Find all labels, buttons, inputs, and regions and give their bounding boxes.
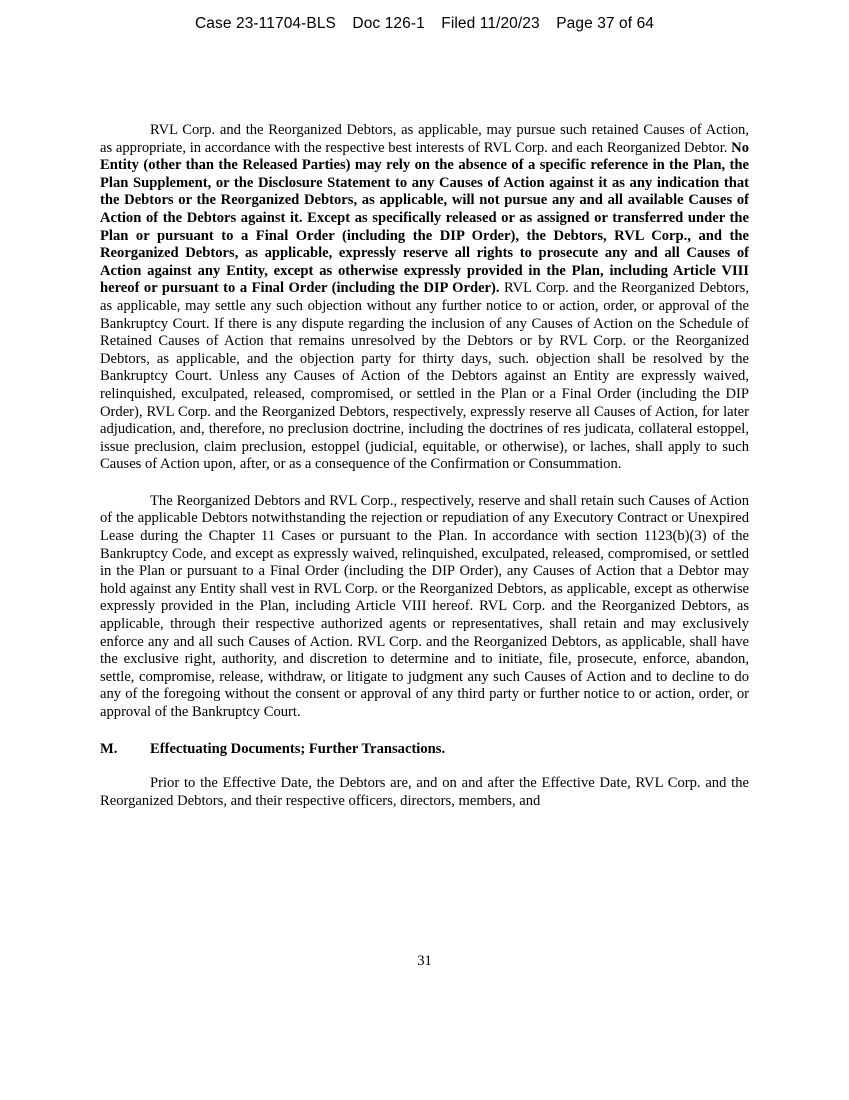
doc-number: Doc 126-1 xyxy=(352,15,425,32)
paragraph-text: RVL Corp. and the Reorganized Debtors, as applicable, may settle any such objection without any further notice to or action, order, or approval of the Bankruptcy Court. If there is any dispute regarding the inclusion of any Causes of Action on the Schedule of Retained Causes of Action that remains unresolved by the Debtors or by RVL Corp. or the Reorganized Debtors, as applicable, and the objection party for thirty days, such. objection shall be resolved by the Bankruptcy Court. Unless any Causes of Action of the Debtors against an Entity are expressly waived, relinquished, exculpated, released, compromised, or settled in the Plan or a Final Order (including the DIP Order), RVL Corp. and the Reorganized Debtors, respectively, expressly reserve all Causes of Action, for later adjudication, and, therefore, no preclusion doctrine, including the doctrines of res judicata, collateral estoppel, issue preclusion, claim preclusion, estoppel (judicial, equitable, or otherwise), or laches, shall apply to such Causes of Action upon, after, or as a consequence of the Confirmation or Consummation. xyxy=(100,280,749,473)
page-number: 31 xyxy=(417,953,432,969)
section-heading xyxy=(100,741,749,759)
section-title: Effectuating Documents; Further Transactions. xyxy=(150,740,446,757)
paragraph-reservation-of-causes xyxy=(100,493,749,722)
section-number: M. xyxy=(100,740,118,757)
case-number: Case 23-11704-BLS xyxy=(194,15,336,32)
bold-reservation-text: No Entity (other than the Released Parties) may rely on the absence of a specific reference in the Plan, the Plan Supplement, or the Disclosure Statement to any Causes of Action against it as any indication that the Debtors or the Reorganized Debtors, as applicable, will not pursue any and all available Causes of Action of the Debtors against it. Except as specifically released or as assigned or transferred under the Plan or pursuant to a Final Order (including the DIP Order), the Debtors, RVL Corp., and the Reorganized Debtors, as applicable, expressly reserve all rights to prosecute any and all Causes of Action against any Entity, except as otherwise expressly provided in the Plan, including Article VIII hereof or pursuant to a Final Order (including the DIP Order). xyxy=(100,139,749,297)
paragraph-retained-causes xyxy=(100,122,749,474)
paragraph-text: The Reorganized Debtors and RVL Corp., respectively, reserve and shall retain such Causes of Action of the applicable Debtors notwithstanding the rejection or repudiation of any Executory Contract or Unexpired Lease during the Chapter 11 Cases or pursuant to the Plan. In accordance with section 1123(b)(3) of the Bankruptcy Code, and except as expressly waived, relinquished, exculpated, released, compromised, or settled in the Plan or pursuant to a Final Order (including the DIP Order), any Causes of Action that a Debtor may hold against any Entity shall vest in RVL Corp. or the Reorganized Debtors, as applicable, except as otherwise expressly provided in the Plan, including Article VIII hereof. RVL Corp. and the Reorganized Debtors, as applicable, through their respective authorized agents or representatives, shall retain and may exclusively enforce any and all such Causes of Action. RVL Corp. and the Reorganized Debtors, as applicable, shall have the exclusive right, authority, and discretion to determine and to initiate, file, prosecute, enforce, abandon, settle, compromise, release, withdraw, or litigate to judgment any such Causes of Action and to decline to do any of the foregoing without the consent or approval of any third party or further notice to or action, order, or approval of the Bankruptcy Court. xyxy=(100,492,749,720)
filing-header xyxy=(0,15,849,33)
document-body xyxy=(100,122,749,810)
filed-date: Filed 11/20/23 xyxy=(441,15,540,32)
paragraph-text: RVL Corp. and the Reorganized Debtors, as applicable, may pursue such retained Causes of Action, as appropriate, in accordance with the respective best interests of RVL Corp. and each Reorganized Debtor. xyxy=(100,122,749,156)
paragraph-effectuating-documents xyxy=(100,775,749,810)
paragraph-text: Prior to the Effective Date, the Debtors are, and on and after the Effective Date, RVL Corp. and the Reorganized Debtors, and their respective officers, directors, members, and xyxy=(100,775,749,809)
header-page-count: Page 37 of 64 xyxy=(556,15,655,32)
